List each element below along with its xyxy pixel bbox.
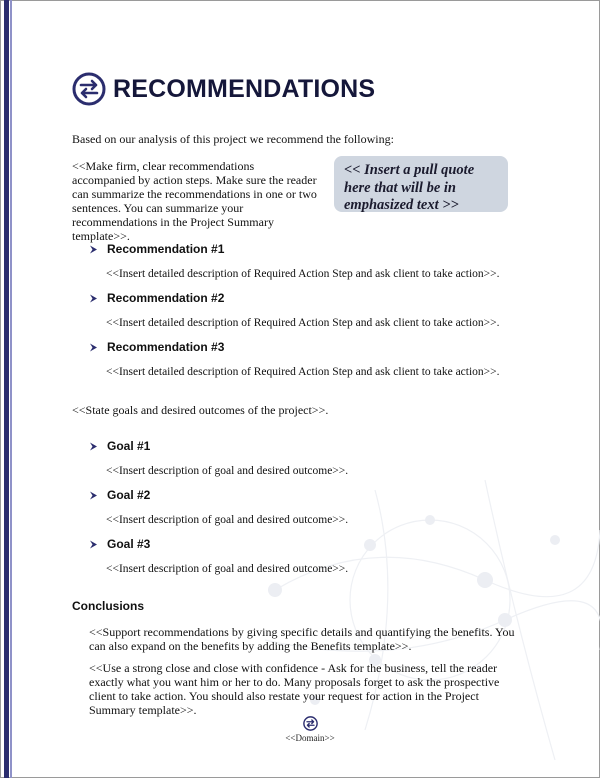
recommendation-item [89,291,224,305]
intro-text: Based on our analysis of this project we recommend the following: [72,132,394,146]
recommendation-description: <<Insert detailed description of Required Action Step and ask client to take action>>. [106,268,500,280]
lead-paragraph: <<Make firm, clear recommendations accompanied by action steps. Make sure the reader can summarize the recommendations in one or two sentences. You can summarize your recommendations in the Project Summary template>>. [72,159,317,243]
arrow-right-icon [89,245,98,254]
goal-item [89,488,150,502]
arrow-right-icon [89,491,98,500]
goal-description: <<Insert description of goal and desired outcome>>. [106,465,349,477]
page-title: RECOMMENDATIONS [113,74,376,103]
recommendation-description: <<Insert detailed description of Required Action Step and ask client to take action>>. [106,317,500,329]
recommendation-item [89,242,224,256]
conclusion-paragraph: <<Support recommendations by giving specific details and quantifying the benefits. You can also expand on the benefits by adding the Benefits template>>. [89,625,515,653]
goal-label: Goal #3 [107,537,151,551]
swap-arrows-circle-icon [72,72,106,106]
goal-description: <<Insert description of goal and desired outcome>>. [106,563,349,575]
goal-item [89,439,150,453]
goal-item [89,537,150,551]
arrow-right-icon [89,343,98,352]
footer-domain: <<Domain>> [285,733,335,743]
arrow-right-icon [89,294,98,303]
conclusion-paragraph: <<Use a strong close and close with confidence - Ask for the business, tell the reader exactly what you want him or her to do. Many proposals forget to ask the prospective client to take action. You should also restate your request for action in the Project Summary template>>. [89,661,500,717]
footer-logo-icon [303,716,318,731]
left-accent-bar [4,0,9,778]
recommendation-description: <<Insert detailed description of Required Action Step and ask client to take action>>. [106,366,500,378]
recommendation-item [89,340,224,354]
goal-label: Goal #2 [107,488,151,502]
recommendation-label: Recommendation #1 [107,242,225,256]
recommendation-label: Recommendation #3 [107,340,225,354]
left-accent-bar-light [10,0,12,778]
conclusions-heading: Conclusions [72,599,145,613]
goal-description: <<Insert description of goal and desired outcome>>. [106,514,349,526]
pull-quote: << Insert a pull quote here that will be in emphasized text >> [334,156,508,212]
arrow-right-icon [89,442,98,451]
goal-label: Goal #1 [107,439,151,453]
goals-lead-text: <<State goals and desired outcomes of the project>>. [72,403,329,417]
recommendation-label: Recommendation #2 [107,291,225,305]
page-header [72,72,375,106]
arrow-right-icon [89,540,98,549]
